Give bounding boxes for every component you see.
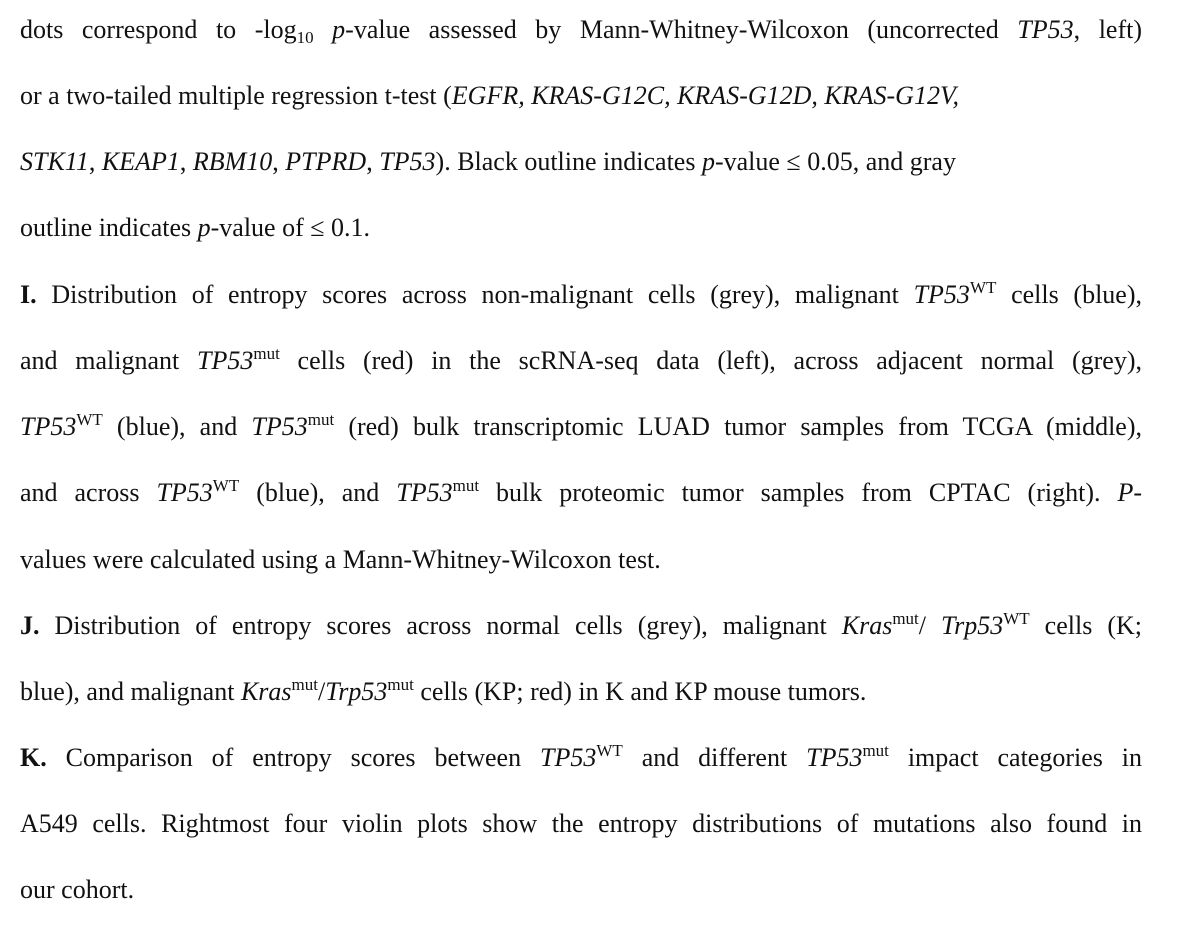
- italic-gene-list: EGFR, KRAS-G12C, KRAS-G12D, KRAS-G12V,: [451, 81, 959, 110]
- text-line: [20, 540, 661, 580]
- panel-label: I.: [20, 280, 37, 309]
- panel-label: J.: [20, 611, 40, 640]
- text-run: A549 cells. Rightmost four violin plots show the entropy distributions of mutations also found in: [20, 809, 1142, 838]
- superscript: WT: [76, 410, 103, 429]
- italic-gene-name: TP53: [197, 346, 254, 375]
- superscript: WT: [969, 278, 997, 297]
- italic-gene-name: Kras: [240, 677, 292, 706]
- text-run: (blue), and: [102, 412, 252, 441]
- text-run: ,: [179, 147, 193, 176]
- text-run: /: [317, 677, 326, 706]
- italic-gene-name: TP53: [20, 412, 77, 441]
- text-run: cells (red) in the scRNA-seq data (left), across adjacent normal (grey),: [279, 346, 1143, 375]
- text-run: and across: [20, 478, 157, 507]
- text-line: [20, 804, 1142, 844]
- text-line: [20, 76, 959, 116]
- text-line: [20, 142, 956, 182]
- text-run: [314, 15, 333, 44]
- text-run: values were calculated using a Mann-Whitney-Wilcoxon test.: [20, 545, 661, 574]
- text-run: ). Black outline indicates: [435, 147, 702, 176]
- text-run: and malignant: [20, 346, 198, 375]
- italic-gene-name: KEAP1: [101, 147, 180, 176]
- superscript: WT: [1003, 609, 1030, 628]
- text-run: and different: [622, 743, 807, 772]
- italic-gene-name: PTPRD: [285, 147, 367, 176]
- text-run: blue), and malignant: [20, 677, 241, 706]
- text-run: bulk proteomic tumor samples from CPTAC (right).: [479, 478, 1118, 507]
- subscript: 10: [296, 28, 314, 47]
- text-run: dots correspond to -log: [20, 15, 297, 44]
- text-run: /: [918, 611, 942, 640]
- italic-gene-name: Trp53: [941, 611, 1004, 640]
- superscript: mut: [452, 476, 480, 495]
- text-line: [20, 738, 1142, 778]
- text-line: [20, 870, 134, 910]
- text-run: -: [1133, 478, 1143, 507]
- superscript: mut: [387, 675, 414, 694]
- italic-text: P: [1117, 478, 1134, 507]
- text-run: Distribution of entropy scores across non-malignant cells (grey), malignant: [36, 280, 914, 309]
- panel-label: K.: [20, 743, 47, 772]
- text-run: or a two-tailed multiple regression t-test (: [20, 81, 452, 110]
- text-line: [20, 275, 1142, 315]
- superscript: mut: [291, 675, 318, 694]
- text-run: Comparison of entropy scores between: [46, 743, 540, 772]
- italic-text: p: [701, 147, 715, 176]
- text-run: outline indicates: [20, 213, 198, 242]
- italic-gene-name: Kras: [841, 611, 893, 640]
- text-line: [20, 208, 370, 248]
- text-run: ,: [366, 147, 380, 176]
- text-line: [20, 672, 866, 712]
- italic-gene-name: TP53: [379, 147, 436, 176]
- text-run: -value assessed by Mann-Whitney-Wilcoxon (uncorrected: [345, 15, 1018, 44]
- italic-text: p: [197, 213, 211, 242]
- text-run: our cohort.: [20, 875, 135, 904]
- text-run: cells (K;: [1029, 611, 1142, 640]
- italic-gene-name: TP53: [396, 478, 453, 507]
- superscript: WT: [212, 476, 240, 495]
- italic-gene-name: TP53: [251, 412, 308, 441]
- italic-gene-name: TP53: [156, 478, 213, 507]
- text-run: ,: [272, 147, 286, 176]
- text-line: [20, 606, 1142, 646]
- text-line: [20, 341, 1142, 381]
- text-line: [20, 10, 1142, 50]
- superscript: mut: [307, 410, 335, 429]
- text-run: -value of ≤ 0.1.: [210, 213, 371, 242]
- italic-text: p: [332, 15, 346, 44]
- text-run: -value ≤ 0.05, and gray: [714, 147, 956, 176]
- superscript: mut: [862, 741, 889, 760]
- text-line: [20, 473, 1142, 513]
- text-line: [20, 407, 1142, 447]
- italic-gene-name: TP53: [540, 743, 597, 772]
- superscript: WT: [596, 741, 623, 760]
- text-run: , left): [1073, 15, 1142, 44]
- italic-gene-name: TP53: [1017, 15, 1074, 44]
- text-run: (blue), and: [239, 478, 397, 507]
- text-run: cells (blue),: [996, 280, 1142, 309]
- italic-gene-name: Trp53: [325, 677, 388, 706]
- text-run: (red) bulk transcriptomic LUAD tumor samples from TCGA (middle),: [334, 412, 1142, 441]
- text-run: cells (KP; red) in K and KP mouse tumors.: [413, 677, 867, 706]
- text-run: ,: [88, 147, 102, 176]
- superscript: mut: [253, 344, 280, 363]
- italic-gene-name: TP53: [913, 280, 970, 309]
- italic-gene-name: TP53: [806, 743, 863, 772]
- italic-gene-name: RBM10: [192, 147, 273, 176]
- text-run: impact categories in: [888, 743, 1143, 772]
- text-run: Distribution of entropy scores across normal cells (grey), malignant: [39, 611, 842, 640]
- superscript: mut: [892, 609, 919, 628]
- italic-gene-name: STK11: [20, 147, 89, 176]
